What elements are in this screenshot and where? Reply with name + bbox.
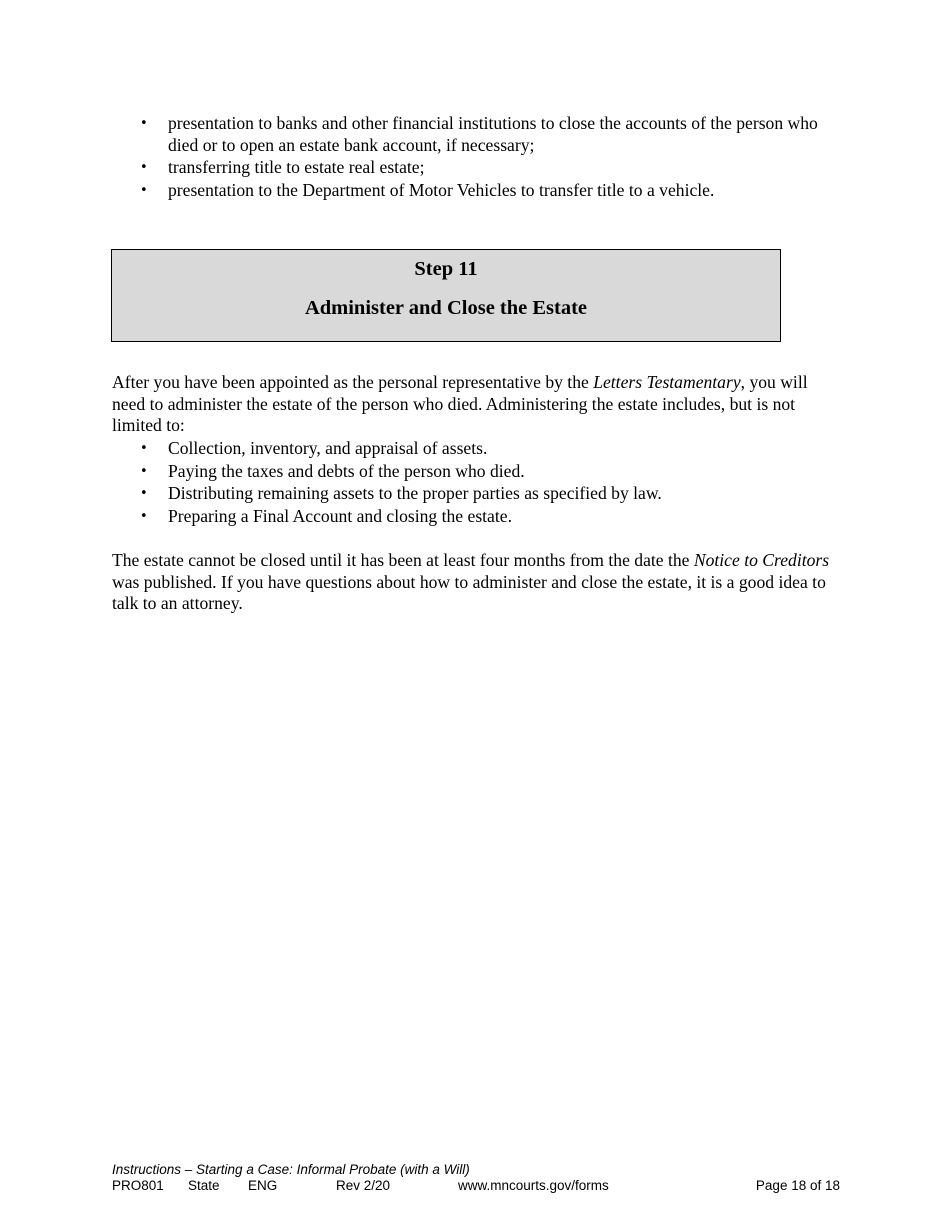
list-item [112, 461, 832, 483]
step-number: Step 11 [414, 258, 478, 280]
intro-text-after: , you will need to administer the estate of the person who died. Administering the estate includes, but is not limited to: [112, 372, 808, 435]
bullet-icon: • [140, 182, 148, 198]
top-bullet-list [112, 113, 832, 202]
duties-bullet-list [112, 438, 832, 528]
list-item-text: Collection, inventory, and appraisal of assets. [168, 438, 488, 458]
closing-text-before: The estate cannot be closed until it has been at least four months from the date the [112, 550, 694, 570]
list-item-text: Preparing a Final Account and closing the estate. [168, 505, 512, 526]
bullet-icon: • [140, 463, 148, 479]
footer-language: ENG [248, 1178, 278, 1193]
list-item [112, 180, 832, 202]
notice-to-creditors-term: Notice to Creditors [693, 550, 830, 570]
list-item-text: presentation to the Department of Motor Vehicles to transfer title to a vehicle. [168, 179, 715, 200]
footer-page-number: Page 18 of 18 [755, 1178, 840, 1193]
intro-text-before: After you have been appointed as the personal representative by the [112, 372, 594, 392]
list-item-text: transferring title to estate real estate; [168, 157, 425, 177]
bullet-icon: • [140, 160, 148, 175]
list-item [112, 113, 832, 156]
footer-info-row [112, 1178, 840, 1194]
closing-paragraph [112, 550, 842, 615]
closing-text-after: was published. If you have questions about how to administer and close the estate, it is a good idea to talk to an attorney. [112, 571, 826, 613]
footer-url: www.mncourts.gov/forms [458, 1178, 609, 1193]
bullet-icon: • [140, 116, 148, 131]
bullet-icon: • [140, 486, 148, 501]
step-heading-box [111, 249, 781, 342]
page-footer [112, 1162, 840, 1194]
step-title: Administer and Close the Estate [304, 297, 588, 319]
list-item-text: Distributing remaining assets to the proper parties as specified by law. [168, 483, 662, 503]
footer-revision: Rev 2/20 [336, 1178, 391, 1193]
intro-paragraph [112, 372, 842, 437]
letters-testamentary-term: Letters Testamentary [593, 372, 741, 392]
footer-jurisdiction: State [188, 1178, 220, 1193]
bullet-icon: • [140, 508, 148, 524]
bullet-icon: • [140, 441, 148, 456]
list-item [112, 483, 832, 505]
footer-document-title: Instructions – Starting a Case: Informal Probate (with a Will) [112, 1162, 470, 1177]
list-item-text: Paying the taxes and debts of the person who died. [168, 460, 525, 481]
list-item [112, 506, 832, 528]
footer-form-code: PRO801 [112, 1178, 164, 1193]
list-item [112, 157, 832, 179]
list-item-text: presentation to banks and other financial institutions to close the accounts of the person who died or to open an estate bank account, if necessary; [168, 113, 818, 155]
list-item [112, 438, 832, 460]
